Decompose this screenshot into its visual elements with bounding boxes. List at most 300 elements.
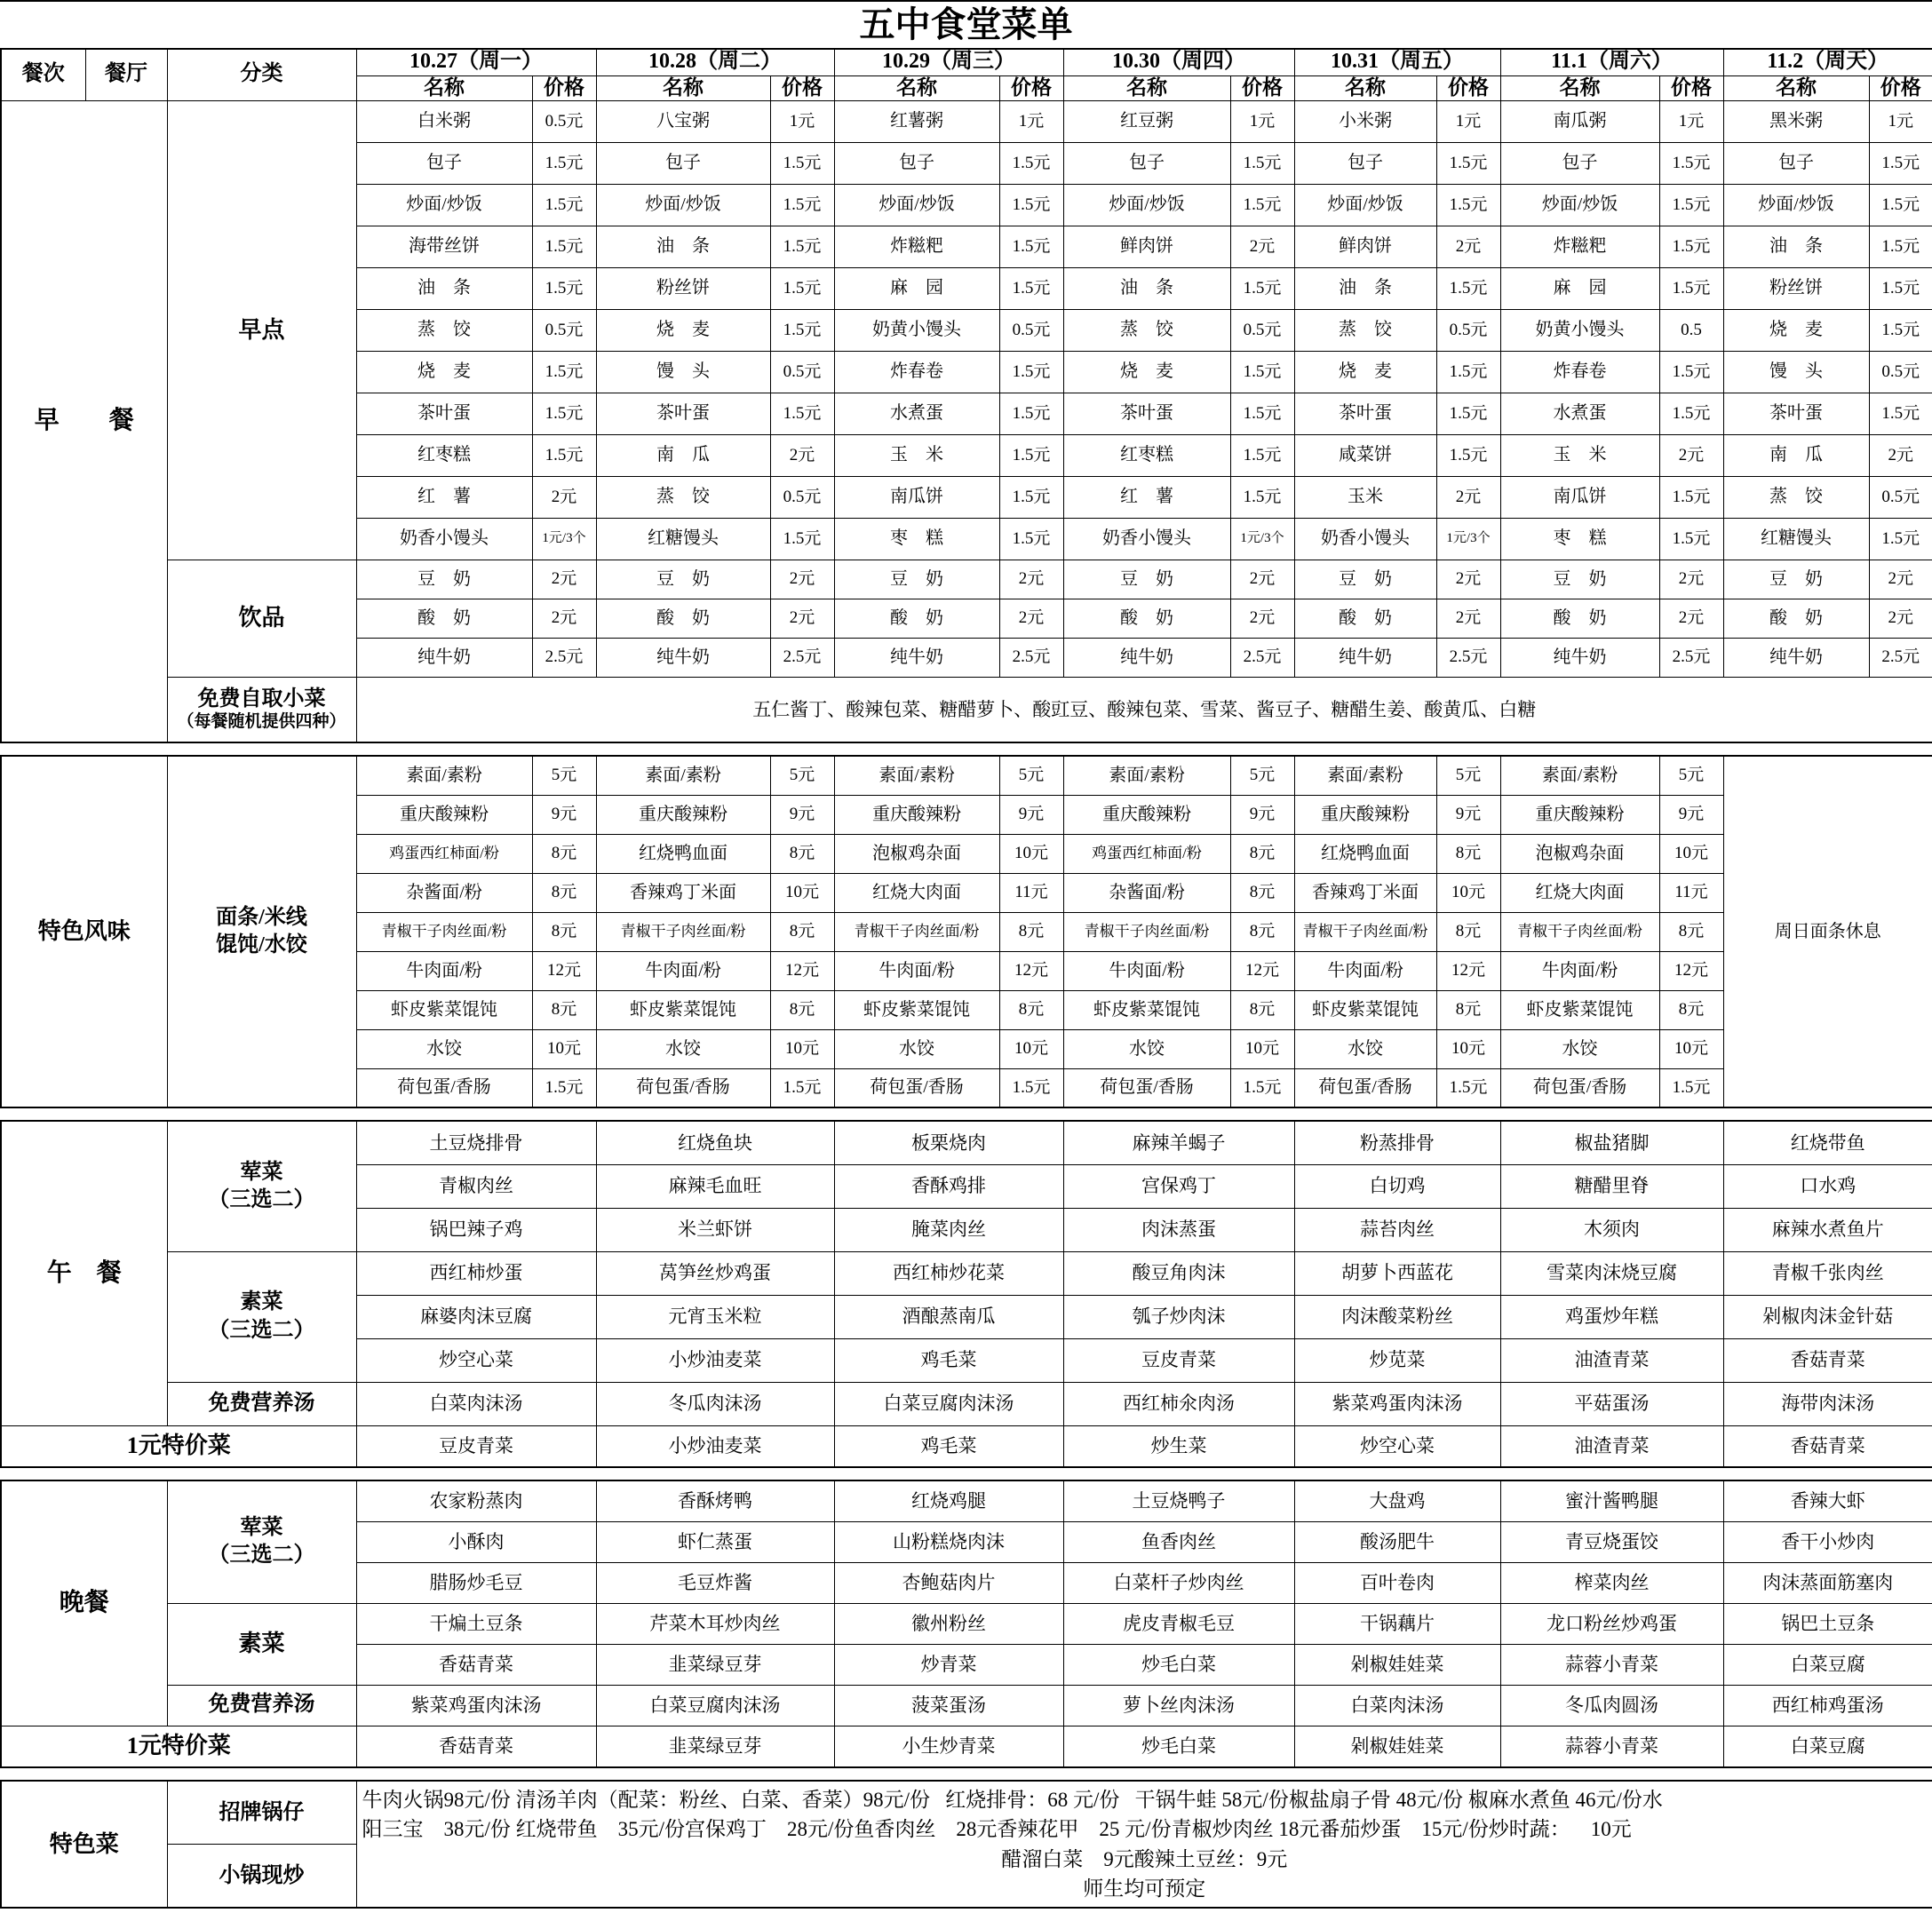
dish-cell: 剁椒娃娃菜	[1294, 1644, 1500, 1685]
dish-name-cell: 香辣鸡丁米面	[596, 873, 770, 912]
dish-price-cell: 10元	[999, 834, 1063, 873]
dish-cell: 干煸土豆条	[356, 1603, 596, 1644]
dish-name-cell: 包子	[356, 142, 532, 184]
dish-name-cell: 烧 麦	[1063, 351, 1230, 393]
dish-name-cell: 牛肉面/粉	[356, 951, 532, 990]
dish-price-cell: 10元	[999, 1029, 1063, 1068]
dish-cell: 红烧鸡腿	[834, 1480, 1063, 1521]
day-header-cell: 11.1（周六）	[1500, 49, 1723, 75]
lunch-veg-sublabel: （三选二）	[208, 1318, 315, 1342]
dish-price-cell: 1.5元	[999, 434, 1063, 476]
dish-name-cell: 炒面/炒饭	[834, 184, 999, 226]
dish-price-cell: 5元	[1230, 756, 1294, 795]
dish-name-cell: 红糖馒头	[1723, 518, 1869, 560]
dish-price-cell: 1.5元	[999, 1068, 1063, 1107]
dish-price-cell: 1元	[1869, 100, 1932, 142]
dish-name-cell: 荷包蛋/香肠	[596, 1068, 770, 1107]
dish-price-cell: 价格	[1230, 75, 1294, 100]
dish-price-cell: 2元	[1869, 560, 1932, 599]
dish-price-cell: 8元	[999, 912, 1063, 951]
dish-name-cell: 南瓜饼	[1500, 476, 1659, 518]
dish-price-cell: 8元	[1436, 834, 1500, 873]
table-row	[1, 1603, 1932, 1644]
noodles-table	[0, 755, 1932, 1108]
dish-cell: 小炒油麦菜	[596, 1425, 834, 1467]
dish-price-cell: 9元	[1436, 795, 1500, 834]
dish-cell: 宫保鸡丁	[1063, 1164, 1294, 1208]
dish-name-cell: 包子	[596, 142, 770, 184]
dish-name-cell: 枣 糕	[834, 518, 999, 560]
dish-cell: 雪菜肉沫烧豆腐	[1500, 1251, 1723, 1295]
dish-price-cell: 2元	[1659, 599, 1723, 638]
dish-price-cell: 1元	[1230, 100, 1294, 142]
dish-price-cell: 2元	[1436, 560, 1500, 599]
dish-cell: 木须肉	[1500, 1208, 1723, 1251]
dish-cell: 腌菜肉丝	[834, 1208, 1063, 1251]
dish-cell: 紫菜鸡蛋肉沫汤	[356, 1685, 596, 1726]
dish-name-cell: 重庆酸辣粉	[356, 795, 532, 834]
dish-name-cell: 炒面/炒饭	[356, 184, 532, 226]
dish-price-cell: 1元/3个	[532, 518, 596, 560]
dish-price-cell: 1.5元	[1659, 1068, 1723, 1107]
dish-cell: 香菇青菜	[356, 1644, 596, 1685]
dish-price-cell: 1.5元	[532, 142, 596, 184]
dish-name-cell: 豆 奶	[596, 560, 770, 599]
table-row	[1, 1480, 1932, 1521]
dish-name-cell: 炒面/炒饭	[596, 184, 770, 226]
day-header-cell: 10.31（周五）	[1294, 49, 1500, 75]
noodles-label-line1: 面条/米线	[216, 905, 307, 929]
dish-price-cell: 1.5元	[1230, 142, 1294, 184]
dish-price-cell: 价格	[770, 75, 834, 100]
dish-cell: 紫菜鸡蛋肉沫汤	[1294, 1382, 1500, 1425]
dish-cell: 虾仁蒸蛋	[596, 1521, 834, 1562]
dish-cell: 鸡蛋炒年糕	[1500, 1295, 1723, 1338]
dish-cell: 油渣青菜	[1500, 1338, 1723, 1382]
dish-price-cell: 1.5元	[532, 1068, 596, 1107]
dish-name-cell: 烧 麦	[1723, 309, 1869, 351]
dish-price-cell: 12元	[532, 951, 596, 990]
category-label-dinner-veg: 素菜	[167, 1603, 356, 1685]
dish-price-cell: 10元	[1436, 1029, 1500, 1068]
dish-cell: 百叶卷肉	[1294, 1562, 1500, 1603]
table-row	[1, 756, 1932, 795]
dish-name-cell: 炸春卷	[1500, 351, 1659, 393]
dish-name-cell: 青椒干子肉丝面/粉	[1063, 912, 1230, 951]
dish-price-cell: 2.5元	[1436, 638, 1500, 677]
dish-price-cell: 2元	[1436, 476, 1500, 518]
dish-price-cell: 2.5元	[770, 638, 834, 677]
dish-name-cell: 茶叶蛋	[1063, 393, 1230, 434]
dish-cell: 杏鲍菇肉片	[834, 1562, 1063, 1603]
dish-price-cell: 1.5元	[1869, 518, 1932, 560]
table-row	[1, 1382, 1932, 1425]
dish-name-cell: 红薯粥	[834, 100, 999, 142]
dish-price-cell: 10元	[1436, 873, 1500, 912]
section-gap	[0, 1468, 1932, 1480]
dish-price-cell: 1.5元	[1436, 434, 1500, 476]
dish-cell: 白菜豆腐肉沫汤	[834, 1382, 1063, 1425]
dish-name-cell: 水饺	[356, 1029, 532, 1068]
dish-cell: 小炒油麦菜	[596, 1338, 834, 1382]
dish-price-cell: 价格	[1869, 75, 1932, 100]
dish-cell: 白切鸡	[1294, 1164, 1500, 1208]
dish-name-cell: 南瓜粥	[1500, 100, 1659, 142]
dish-name-cell: 包子	[1294, 142, 1436, 184]
dish-name-cell: 荷包蛋/香肠	[1294, 1068, 1436, 1107]
dish-cell: 龙口粉丝炒鸡蛋	[1500, 1603, 1723, 1644]
dish-name-cell: 泡椒鸡杂面	[1500, 834, 1659, 873]
dish-cell: 瓠子炒肉沫	[1063, 1295, 1294, 1338]
dish-name-cell: 水煮蛋	[1500, 393, 1659, 434]
dish-cell: 剁椒肉沫金针菇	[1723, 1295, 1932, 1338]
dish-name-cell: 茶叶蛋	[1294, 393, 1436, 434]
dish-name-cell: 虾皮紫菜馄饨	[1294, 990, 1436, 1029]
dish-cell: 西红柿氽肉汤	[1063, 1382, 1294, 1425]
dish-cell: 口水鸡	[1723, 1164, 1932, 1208]
dish-price-cell: 1.5元	[1659, 267, 1723, 309]
dish-name-cell: 茶叶蛋	[596, 393, 770, 434]
dinner-table	[0, 1480, 1932, 1768]
dish-name-cell: 红烧鸭血面	[1294, 834, 1436, 873]
dish-cell: 西红柿炒蛋	[356, 1251, 596, 1295]
dinner-meat-sublabel: （三选二）	[208, 1544, 315, 1568]
dish-price-cell: 1.5元	[1230, 476, 1294, 518]
dish-name-cell: 素面/素粉	[1294, 756, 1436, 795]
dish-price-cell: 8元	[1230, 834, 1294, 873]
dish-name-cell: 名称	[834, 75, 999, 100]
table-row	[1, 1121, 1932, 1164]
dish-price-cell: 0.5元	[532, 309, 596, 351]
dish-name-cell: 红烧大肉面	[834, 873, 999, 912]
dish-name-cell: 水饺	[834, 1029, 999, 1068]
dish-name-cell: 虾皮紫菜馄饨	[834, 990, 999, 1029]
dish-name-cell: 牛肉面/粉	[1500, 951, 1659, 990]
dish-price-cell: 2.5元	[999, 638, 1063, 677]
dish-price-cell: 1.5元	[770, 184, 834, 226]
table-row	[1, 100, 1932, 142]
dish-price-cell: 10元	[770, 1029, 834, 1068]
dish-price-cell: 9元	[1230, 795, 1294, 834]
dish-cell: 冬瓜肉沫汤	[596, 1382, 834, 1425]
dish-name-cell: 奶黄小馒头	[834, 309, 999, 351]
free-side-content: 五仁酱丁、酸辣包菜、糖醋萝卜、酸豇豆、酸辣包菜、雪菜、酱豆子、糖醋生姜、酸黄瓜、白糖	[356, 677, 1932, 742]
dish-price-cell: 0.5元	[770, 476, 834, 518]
dish-name-cell: 烧 麦	[596, 309, 770, 351]
dish-name-cell: 红烧大肉面	[1500, 873, 1659, 912]
dish-cell: 麻婆肉沫豆腐	[356, 1295, 596, 1338]
dish-name-cell: 玉 米	[1500, 434, 1659, 476]
dish-name-cell: 名称	[1500, 75, 1659, 100]
table-row	[1, 1251, 1932, 1295]
lunch-meat-sublabel: （三选二）	[208, 1187, 315, 1211]
dish-price-cell: 1.5元	[532, 351, 596, 393]
dish-cell: 香酥鸡排	[834, 1164, 1063, 1208]
dish-price-cell: 1.5元	[1869, 309, 1932, 351]
dish-name-cell: 青椒干子肉丝面/粉	[596, 912, 770, 951]
dish-price-cell: 1元	[999, 100, 1063, 142]
dish-price-cell: 8元	[770, 912, 834, 951]
day-header-cell: 10.29（周三）	[834, 49, 1063, 75]
dish-price-cell: 1.5元	[1869, 226, 1932, 267]
dish-cell: 白菜肉沫汤	[356, 1382, 596, 1425]
dish-cell: 炒空心菜	[1294, 1425, 1500, 1467]
dish-name-cell: 枣 糕	[1500, 518, 1659, 560]
special-dishes-line2: 阳三宝 38元/份 红烧带鱼 35元/份宫保鸡丁 28元/份鱼香肉丝 28元香辣花甲 25 元/份青椒炒肉丝 18元番茄炒蛋 15元/份炒时蔬： 10元	[362, 1818, 1632, 1841]
dish-name-cell: 蒸 饺	[1294, 309, 1436, 351]
dish-name-cell: 杂酱面/粉	[1063, 873, 1230, 912]
dish-price-cell: 8元	[1659, 912, 1723, 951]
dish-cell: 红烧鱼块	[596, 1121, 834, 1164]
dish-name-cell: 豆 奶	[1500, 560, 1659, 599]
dish-price-cell: 1.5元	[770, 518, 834, 560]
dish-price-cell: 8元	[532, 912, 596, 951]
dish-cell: 蜜汁酱鸭腿	[1500, 1480, 1723, 1521]
category-label-dinner-meat	[167, 1480, 356, 1603]
dish-price-cell: 1.5元	[770, 142, 834, 184]
dish-name-cell: 杂酱面/粉	[356, 873, 532, 912]
dish-name-cell: 油 条	[1294, 267, 1436, 309]
dish-price-cell: 1.5元	[999, 351, 1063, 393]
dinner-special-label: 1元特价菜	[1, 1726, 356, 1767]
dish-cell: 毛豆炸酱	[596, 1562, 834, 1603]
meal-label-breakfast: 早 餐	[1, 100, 167, 742]
dish-cell: 香酥烤鸭	[596, 1480, 834, 1521]
dish-name-cell: 黑米粥	[1723, 100, 1869, 142]
dish-name-cell: 素面/素粉	[1063, 756, 1230, 795]
dish-name-cell: 牛肉面/粉	[1294, 951, 1436, 990]
dish-price-cell: 12元	[1436, 951, 1500, 990]
dish-cell: 白菜豆腐肉沫汤	[596, 1685, 834, 1726]
dish-name-cell: 鲜肉饼	[1294, 226, 1436, 267]
dish-cell: 酸汤肥牛	[1294, 1521, 1500, 1562]
dish-price-cell: 8元	[770, 834, 834, 873]
dish-price-cell: 10元	[1230, 1029, 1294, 1068]
dish-name-cell: 酸 奶	[1500, 599, 1659, 638]
dish-name-cell: 重庆酸辣粉	[1294, 795, 1436, 834]
dish-name-cell: 泡椒鸡杂面	[834, 834, 999, 873]
dish-price-cell: 9元	[999, 795, 1063, 834]
dish-name-cell: 重庆酸辣粉	[596, 795, 770, 834]
dish-cell: 肉沫酸菜粉丝	[1294, 1295, 1500, 1338]
dish-cell: 麻辣羊蝎子	[1063, 1121, 1294, 1164]
dish-cell: 小生炒青菜	[834, 1726, 1063, 1767]
dish-price-cell: 1.5元	[1659, 226, 1723, 267]
dish-price-cell: 1.5元	[1230, 184, 1294, 226]
dish-cell: 鸡毛菜	[834, 1338, 1063, 1382]
table-row-dinner-special	[1, 1726, 1932, 1767]
dish-price-cell: 2元	[1869, 434, 1932, 476]
dish-price-cell: 9元	[532, 795, 596, 834]
dish-cell: 豆皮青菜	[356, 1425, 596, 1467]
dish-name-cell: 豆 奶	[1063, 560, 1230, 599]
dish-price-cell: 0.5元	[999, 309, 1063, 351]
dish-name-cell: 重庆酸辣粉	[834, 795, 999, 834]
dish-name-cell: 玉 米	[834, 434, 999, 476]
dish-name-cell: 纯牛奶	[596, 638, 770, 677]
dish-price-cell: 价格	[999, 75, 1063, 100]
dish-cell: 鸡毛菜	[834, 1425, 1063, 1467]
dish-name-cell: 包子	[1063, 142, 1230, 184]
dish-cell: 韭菜绿豆芽	[596, 1644, 834, 1685]
dish-cell: 土豆烧排骨	[356, 1121, 596, 1164]
dish-cell: 干锅藕片	[1294, 1603, 1500, 1644]
dish-name-cell: 海带丝饼	[356, 226, 532, 267]
dish-name-cell: 牛肉面/粉	[1063, 951, 1230, 990]
dish-name-cell: 纯牛奶	[356, 638, 532, 677]
dish-name-cell: 虾皮紫菜馄饨	[1500, 990, 1659, 1029]
dish-price-cell: 1元	[770, 100, 834, 142]
table-row-free-side	[1, 677, 1932, 742]
category-label-lunch-veg	[167, 1251, 356, 1382]
dish-name-cell: 炒面/炒饭	[1500, 184, 1659, 226]
dish-name-cell: 八宝粥	[596, 100, 770, 142]
dish-price-cell: 2元	[770, 434, 834, 476]
dish-price-cell: 2元	[532, 476, 596, 518]
dish-price-cell: 1.5元	[1659, 393, 1723, 434]
sunday-noodles-rest-cell: 周日面条休息	[1723, 756, 1932, 1107]
special-dishes-line3: 醋溜白菜 9元酸辣土豆丝：9元	[1001, 1847, 1288, 1870]
dish-price-cell: 1.5元	[1869, 267, 1932, 309]
dish-price-cell: 0.5元	[770, 351, 834, 393]
dish-price-cell: 1元	[1659, 100, 1723, 142]
dish-price-cell: 1.5元	[1230, 351, 1294, 393]
page-title: 五中食堂菜单	[0, 0, 1932, 48]
dish-name-cell: 重庆酸辣粉	[1500, 795, 1659, 834]
category-label-noodles	[167, 756, 356, 1107]
table-row	[1, 1781, 1932, 1845]
dish-price-cell: 1.5元	[770, 1068, 834, 1107]
dish-name-cell: 麻 园	[834, 267, 999, 309]
dish-price-cell: 1.5元	[999, 393, 1063, 434]
meal-label-special-dishes: 特色菜	[1, 1781, 167, 1908]
dish-price-cell: 1.5元	[1869, 393, 1932, 434]
dish-cell: 板栗烧肉	[834, 1121, 1063, 1164]
dish-price-cell: 5元	[532, 756, 596, 795]
dish-cell: 萝卜丝肉沫汤	[1063, 1685, 1294, 1726]
dish-cell: 菠菜蛋汤	[834, 1685, 1063, 1726]
dish-price-cell: 0.5	[1659, 309, 1723, 351]
dish-name-cell: 炸糍粑	[1500, 226, 1659, 267]
dish-name-cell: 酸 奶	[1063, 599, 1230, 638]
dish-price-cell: 5元	[999, 756, 1063, 795]
dish-price-cell: 1.5元	[532, 226, 596, 267]
dish-price-cell: 1.5元	[999, 476, 1063, 518]
dish-price-cell: 12元	[1230, 951, 1294, 990]
dish-cell: 麻辣水煮鱼片	[1723, 1208, 1932, 1251]
category-label-drinks: 饮品	[167, 560, 356, 677]
dish-price-cell: 1.5元	[1869, 142, 1932, 184]
dish-price-cell: 2.5元	[1869, 638, 1932, 677]
dish-price-cell: 1.5元	[999, 226, 1063, 267]
dish-name-cell: 酸 奶	[596, 599, 770, 638]
dish-price-cell: 1元/3个	[1230, 518, 1294, 560]
dish-name-cell: 酸 奶	[356, 599, 532, 638]
dish-name-cell: 荷包蛋/香肠	[834, 1068, 999, 1107]
dish-cell: 冬瓜肉圆汤	[1500, 1685, 1723, 1726]
dish-price-cell: 2元	[1230, 599, 1294, 638]
dish-name-cell: 豆 奶	[1294, 560, 1436, 599]
table-row	[1, 560, 1932, 599]
dish-cell: 青椒肉丝	[356, 1164, 596, 1208]
dish-cell: 豆皮青菜	[1063, 1338, 1294, 1382]
meal-label-special-flavor: 特色风味	[1, 756, 167, 1107]
dish-price-cell: 11元	[1659, 873, 1723, 912]
dish-price-cell: 2元	[770, 599, 834, 638]
dish-price-cell: 12元	[999, 951, 1063, 990]
dish-name-cell: 纯牛奶	[834, 638, 999, 677]
dish-price-cell: 1.5元	[770, 393, 834, 434]
dish-name-cell: 炒面/炒饭	[1063, 184, 1230, 226]
dish-cell: 蒜蓉小青菜	[1500, 1644, 1723, 1685]
dish-name-cell: 红枣糕	[356, 434, 532, 476]
dish-name-cell: 茶叶蛋	[356, 393, 532, 434]
dish-price-cell: 1.5元	[1230, 1068, 1294, 1107]
dish-name-cell: 虾皮紫菜馄饨	[356, 990, 532, 1029]
dish-cell: 锅巴辣子鸡	[356, 1208, 596, 1251]
dish-cell: 大盘鸡	[1294, 1480, 1500, 1521]
dish-price-cell: 0.5元	[1869, 476, 1932, 518]
lunch-veg-label: 素菜	[240, 1290, 283, 1314]
dish-name-cell: 红豆粥	[1063, 100, 1230, 142]
dish-cell: 香菇青菜	[1723, 1425, 1932, 1467]
dish-price-cell: 1.5元	[999, 267, 1063, 309]
dish-cell: 炒生菜	[1063, 1425, 1294, 1467]
dish-price-cell: 1.5元	[770, 226, 834, 267]
dish-price-cell: 9元	[1659, 795, 1723, 834]
dish-name-cell: 粉丝饼	[1723, 267, 1869, 309]
dish-cell: 腊肠炒毛豆	[356, 1562, 596, 1603]
dish-price-cell: 1.5元	[1659, 184, 1723, 226]
dish-name-cell: 酸 奶	[834, 599, 999, 638]
dish-cell: 炒毛白菜	[1063, 1726, 1294, 1767]
special-dishes-content	[356, 1781, 1932, 1908]
dish-name-cell: 名称	[1294, 75, 1436, 100]
dish-cell: 剁椒娃娃菜	[1294, 1726, 1500, 1767]
dish-name-cell: 红枣糕	[1063, 434, 1230, 476]
dish-name-cell: 荷包蛋/香肠	[1063, 1068, 1230, 1107]
dish-price-cell: 8元	[1230, 990, 1294, 1029]
dish-name-cell: 包子	[1500, 142, 1659, 184]
dish-name-cell: 豆 奶	[1723, 560, 1869, 599]
dish-price-cell: 2元	[1869, 599, 1932, 638]
dish-price-cell: 价格	[532, 75, 596, 100]
dish-price-cell: 2元	[1659, 560, 1723, 599]
dish-name-cell: 南瓜饼	[834, 476, 999, 518]
dish-name-cell: 酸 奶	[1723, 599, 1869, 638]
free-side-sublabel: （每餐随机提供四种）	[177, 712, 346, 732]
dish-price-cell: 0.5元	[532, 100, 596, 142]
dish-cell: 红烧带鱼	[1723, 1121, 1932, 1164]
dish-price-cell: 5元	[1659, 756, 1723, 795]
section-gap	[0, 1108, 1932, 1120]
dish-price-cell: 2.5元	[532, 638, 596, 677]
dish-price-cell: 5元	[770, 756, 834, 795]
dish-name-cell: 水煮蛋	[834, 393, 999, 434]
meal-label-lunch: 午 餐	[1, 1121, 167, 1425]
dish-name-cell: 蒸 饺	[596, 476, 770, 518]
dish-cell: 油渣青菜	[1500, 1425, 1723, 1467]
dish-price-cell: 8元	[532, 990, 596, 1029]
dish-name-cell: 白米粥	[356, 100, 532, 142]
dish-price-cell: 1.5元	[1230, 267, 1294, 309]
dish-price-cell: 8元	[770, 990, 834, 1029]
dish-name-cell: 名称	[1063, 75, 1230, 100]
dish-price-cell: 1.5元	[1230, 434, 1294, 476]
dish-name-cell: 虾皮紫菜馄饨	[1063, 990, 1230, 1029]
dish-cell: 炒苋菜	[1294, 1338, 1500, 1382]
dish-cell: 芹菜木耳炒肉丝	[596, 1603, 834, 1644]
